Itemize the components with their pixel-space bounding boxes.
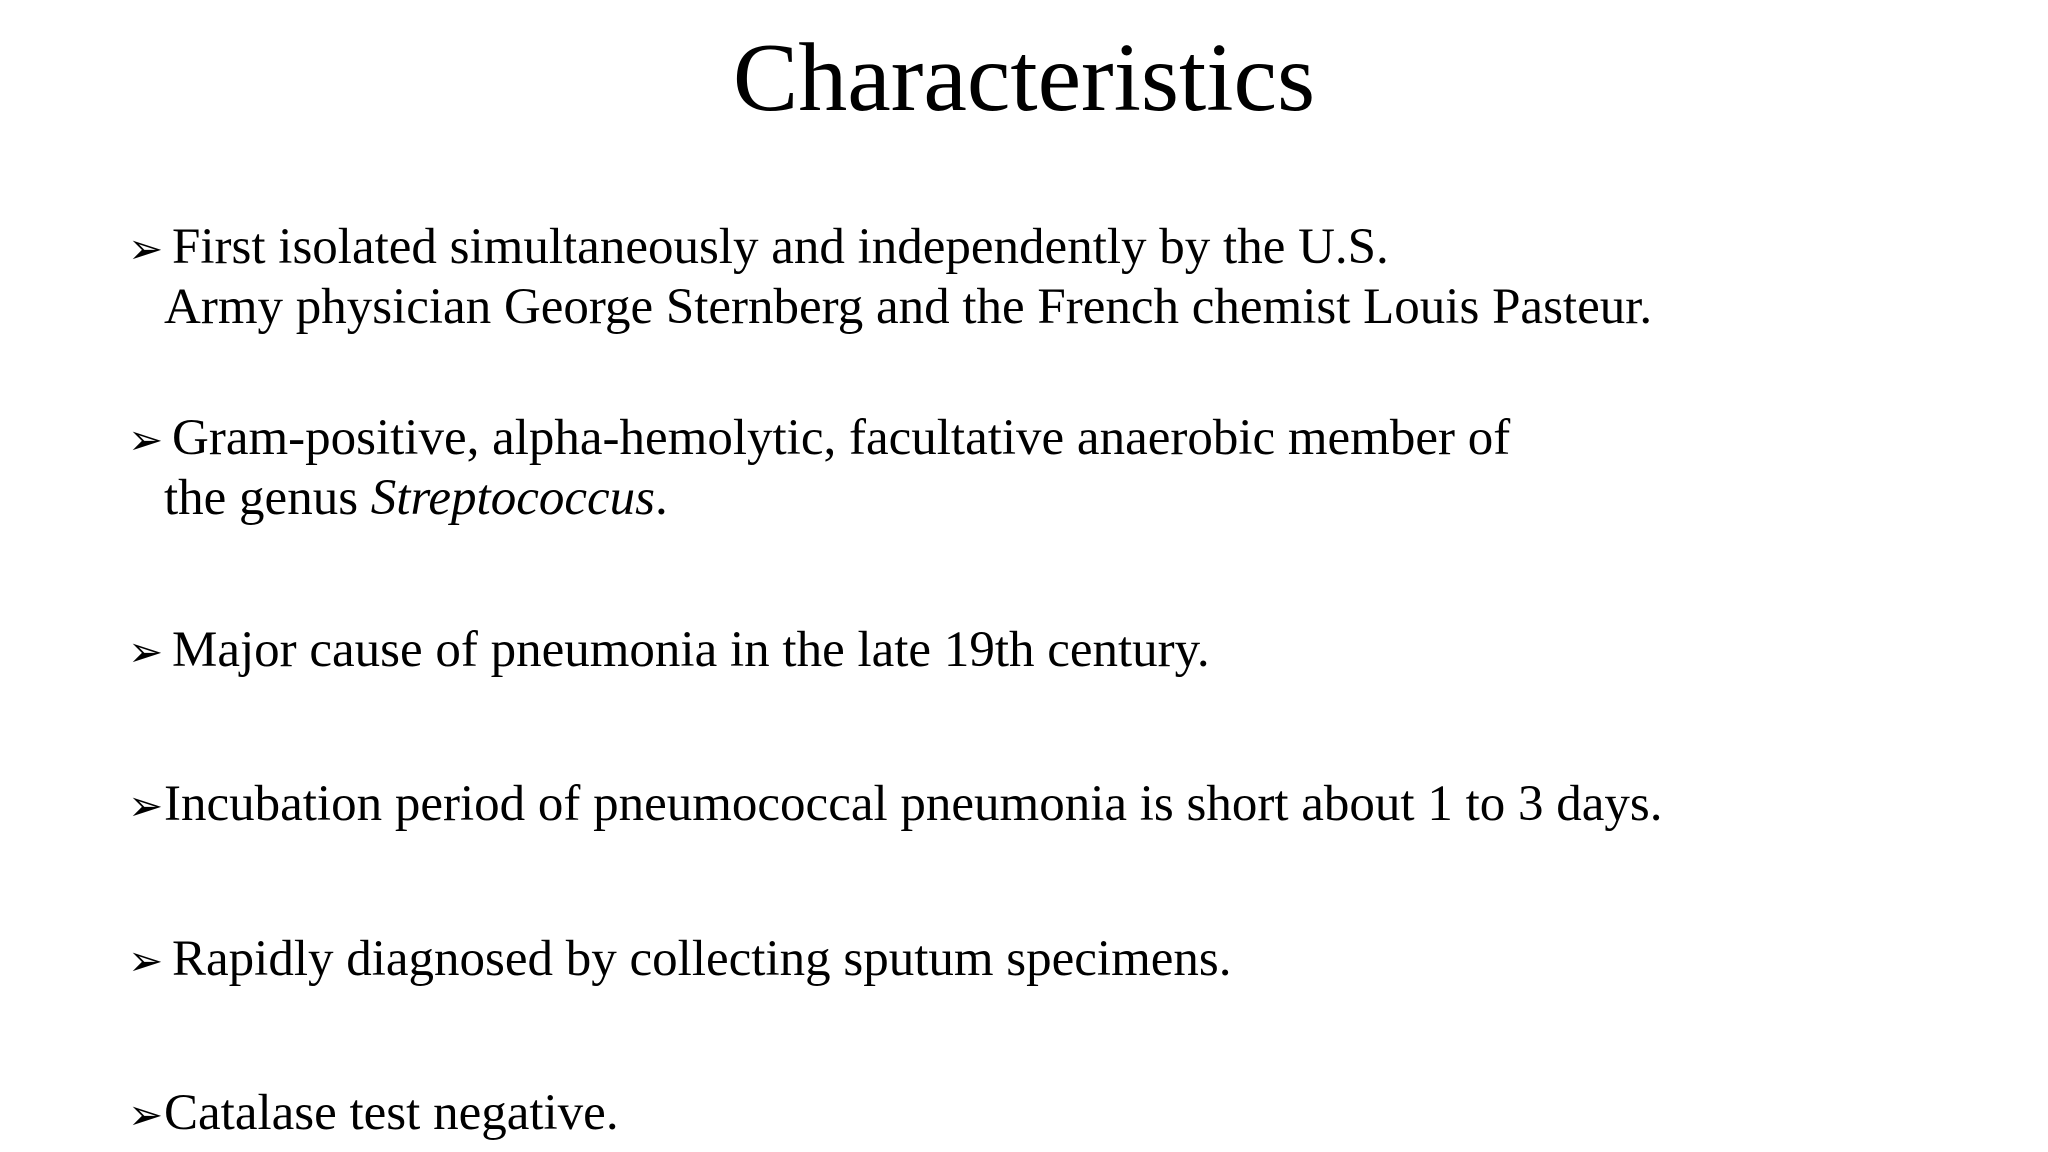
bullet-text: Incubation period of pneumococcal pneumonia is short about 1 to 3 days. xyxy=(164,776,1663,832)
bullet-item xyxy=(128,621,1210,681)
bullet-item xyxy=(128,409,1510,527)
arrow-bullet-icon: ➢ xyxy=(128,627,164,676)
slide-title: Characteristics xyxy=(732,24,1316,132)
bullet-text: First isolated simultaneously and independently by the U.S. xyxy=(172,219,1389,275)
bullet-item xyxy=(128,218,1652,336)
bullet-item xyxy=(128,930,1232,990)
genus-name: Streptococcus xyxy=(370,470,655,526)
bullet-text-suffix: . xyxy=(654,470,668,526)
bullet-item xyxy=(128,775,1662,835)
arrow-bullet-icon: ➢ xyxy=(128,936,164,985)
bullet-item xyxy=(128,1084,619,1144)
bullet-text: Major cause of pneumonia in the late 19th century. xyxy=(172,622,1210,678)
bullet-text-continuation: Army physician George Sternberg and the French chemist Louis Pasteur. xyxy=(164,279,1653,335)
bullet-text: Rapidly diagnosed by collecting sputum specimens. xyxy=(172,931,1232,987)
bullet-text-prefix: the genus xyxy=(164,470,371,526)
bullet-text-continuation xyxy=(128,469,1510,527)
arrow-bullet-icon: ➢ xyxy=(128,781,164,830)
bullet-text: Catalase test negative. xyxy=(164,1085,619,1141)
bullet-text: Gram-positive, alpha-hemolytic, facultative anaerobic member of xyxy=(172,410,1511,466)
arrow-bullet-icon: ➢ xyxy=(128,1090,164,1139)
arrow-bullet-icon: ➢ xyxy=(128,224,164,273)
arrow-bullet-icon: ➢ xyxy=(128,415,164,464)
